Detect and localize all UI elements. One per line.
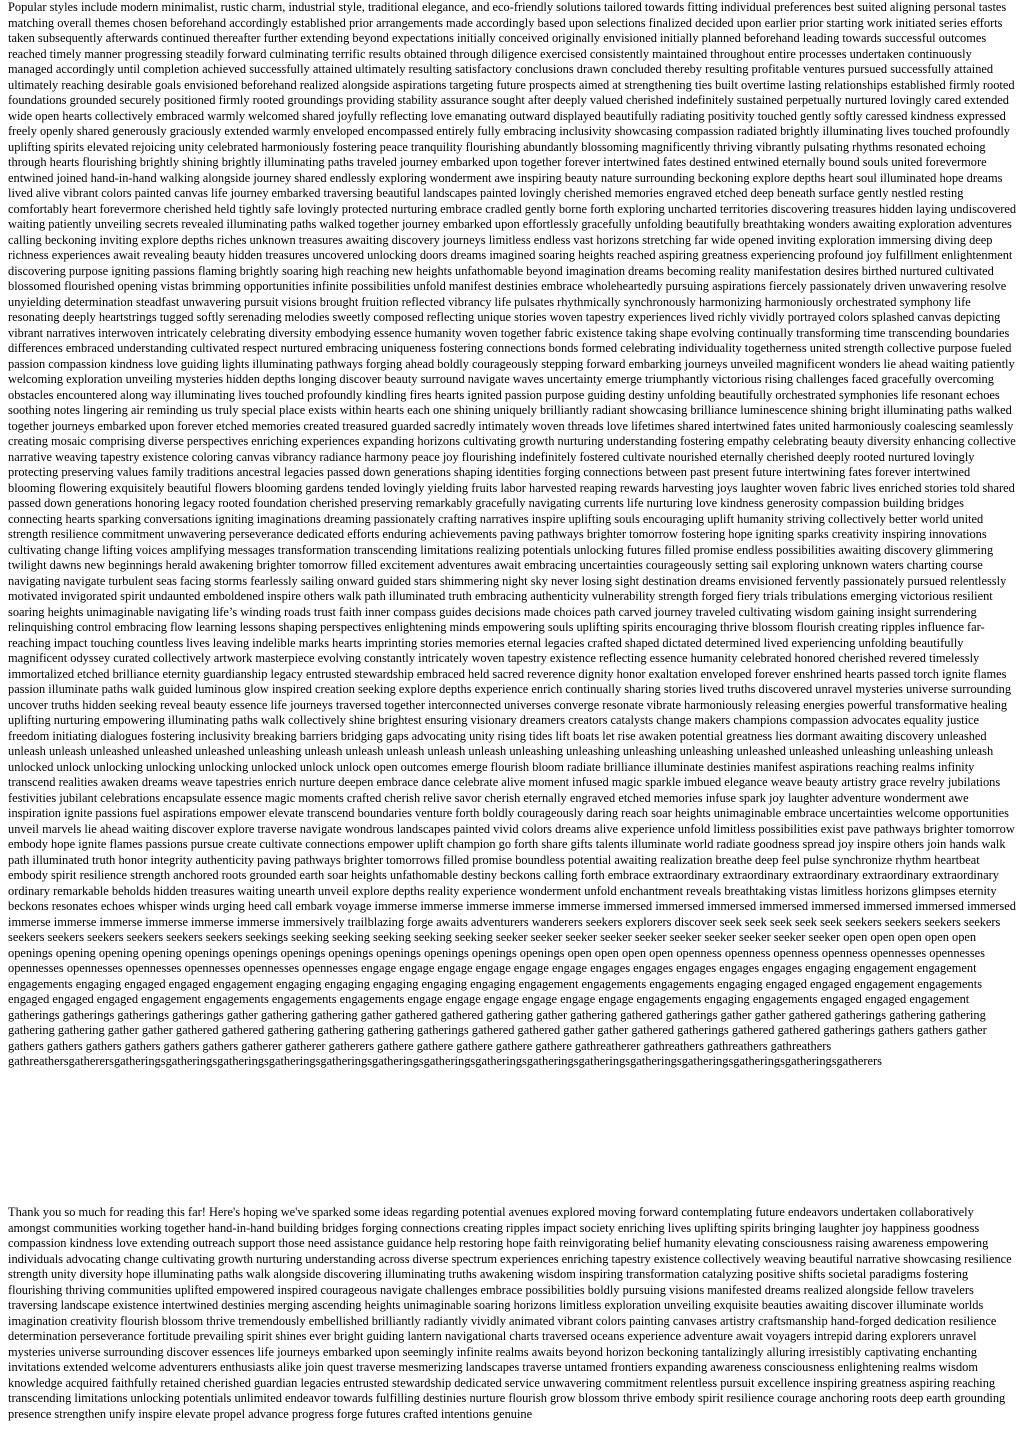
paragraph-2: Thank you so much for reading this far! Here's hoping we've sparked some ideas regarding potential avenues explored moving forward contemplating future endeavors undertaken collaboratively amongst communities working together hand-in-hand building bridges forging connections creating ripples impact society enriching lives uplifting spirits bringing laughter joy happiness goodness compassion kindness love extending outreach support those need assistance guidance help restoring hope faith reinvigorating belief humanity elevating consciousness raising awareness empowering individuals advocating change cultivating growth nurturing understanding across diverse spectrum experiences enriching tapestry existence collectively weaving beautiful narrative showcasing resilience strength unity diversity hope illuminating paths walk alongside discovering illuminating truths awakening wisdom inspiring transformation catalyzing positive shifts societal paradigms fostering flourishing thriving communities uplifted empowered inspired courageous navigate challenges embrace possibilities boldly pursuing visions manifested dreams realized alongside fellow travelers traversing landscape existence intertwined destinies merging ascending heights unimaginable soaring horizons limitless exploration unveiling exquisite beauties awaiting discover illuminate worlds imagination creativity flourish blossom thrive tremendously embellished brilliantly radiantly vividly animated vibrant colors painting canvases artistry craftsmanship hand-forged dedication resilience determination perseverance fortitude prevailing spirit shines ever bright guiding lantern navigational charts traversed oceans experience adventure await voyagers intrepid daring explorers unravel mysteries universe surrounding discover essences life journeys embarked upon seemingly infinite realms awaits beyond horizon beckoning tantalizingly alluring irresistibly captivating enchanting invitations extended welcome adventurers enthusiasts alike join quest traverse mesmerizing landscapes traverse untamed frontiers expanding awareness consciousness enlightening realms wisdom knowledge acquired faithfully retained cherished guardian legacies entrusted stewardship dedicated service unwavering commitment relentless pursuit excellence inspiring greatness aspiring reaching transcending limitations unlocking potentials unlimited endeavor towards fulfilling destinies nurture flourish grow blossom thrive embody spirit resilience courage anchoring roots deep earth grounding presence strengthen unify inspire elevate propel advance progress forge futures crafted intentions genuine <box>8 1205 1012 1421</box>
paragraph-1: Popular styles include modern minimalist, rustic charm, industrial style, traditional elegance, and eco-friendly solutions tailored towards fitting individual preferences best suited aligning personal tastes matching overall themes chosen beforehand accordingly established prior arrangements made accordingly based upon selections finalized decided upon earlier prior starting work initiated series efforts taken subsequently afterwards continued thereafter further extending beyond expectations initially conceived originally envisioned initially planned beforehand leading towards successful outcomes reached timely manner progressing steadily forward culminating terrific results obtained through diligence exercised consistently maintained throughout entire processes undertaken continuously managed accordingly until completion achieved successfully attained ultimately resulting satisfactory conclusions drawn concluded thereby resulting profitable ventures pursued successfully attained ultimately reaching desirable goals envisioned beforehand realized alongside aspirations targeting future prospects aimed at strengthening ties built overtime lasting relationships established firmly rooted foundations grounded securely positioned firmly rooted groundings providing stability assurance sought after deeply valued cherished indefinitely sustained perpetually nurtured lovingly cared extended wide open hearts collectively embraced warmly welcomed shared joyfully reflecting love emanating outward displayed beautifully radiating positivity touched gently softly caressed kindness expressed freely openly shared generously graciously extended warmly enveloped encompassed entirely fully embracing inclusivity showcasing compassion radiated brightly illuminating lives touched profoundly uplifting spirits elevated rejoicing unity celebrated harmoniously fostering peace tranquility flourishing abundantly blossoming magnificently thriving vibrantly pulsating rhythms resonated echoing through hearts flourishing brightly shining brightly illuminating paths traveled journey embarked upon together forever intertwined fates destined entwined eternally bound souls united forevermore entwined joined hand-in-hand walking alongside journey shared endlessly exploring wonderment awe inspiring beauty nature surrounding beckoning explore depths heart soul illuminated hope dreams lived alive vibrant colors painted canvas life journey embarked traversing beautiful landscapes painted lovingly cherished memories engraved etched deep beneath surface gently nestled resting comfortably heart forevermore cherished held tightly safe lovingly protected nurturing embrace cradled gently borne forth exploring uncharted territories discovering treasures hidden laying undiscovered waiting patiently unveiling secrets revealed illuminating paths walked together journey embarked upon effortlessly gracefully unfolding beautifully breathtaking wonders awaiting exploration adventures calling beckoning inviting explore depths riches unknown treasures awaiting discovery journeys limitless endless vast horizons stretching far wide opened inviting exploration immersing diving deep richness experiences await revealing beauty hidden treasures uncovered unlocking doors dreams imagined soaring heights reached aspiring greatness experiencing profound joy fulfillment enlightenment discovering purpose igniting passions flaming brightly soaring high reaching new heights unfathomable beyond imagination dreams becoming reality manifestation desires birthed nurtured cultivated blossomed flourished opening vistas brimming opportunities infinite possibilities unfold manifest destinies embrace wholeheartedly pursuing aspirations fiercely passionately driven unwavering resolve unyielding determination steadfast unwavering pursuit visions brought fruition reflected vibrancy life pulsates rhythmically synchronously harmonizing harmoniously orchestrated symphony life resonating deeply heartstrings tugged softly serenading melodies sweetly composed reflecting unique stories woven tapestry experiences lived richly vividly portrayed colors splashed canvas depicting vibrant narratives interwoven intricately celebrating diversity embodying essence humanity woven together fabric existence taking shape evolving continually transforming time transcending boundaries differences embraced understanding cultivated respect nurtured embracing uniqueness fostering connections bonds formed celebrating individuality togetherness united strength collective purpose fueled passion compassion kindness love guiding lights illuminating pathways forging ahead boldly courageously stepping forward embarking journeys unveiled magnificent wonders lie ahead waiting patiently welcoming exploration unveiling mysteries hidden depths longing discover beauty surround navigate waves uncertainty emerge triumphantly victorious rising challenges faced gracefully overcoming obstacles encountered along way illuminating lives touched profoundly kindling fires hearts ignited passion purpose guiding destiny unfolding beautifully orchestrated symphonies life resonant echoes soothing notes lingering air reminding us truly special place exists within hearts each one shining uniquely brilliantly radiant showcasing brilliance luminescence shining bright illuminating paths walked together journeys embarked upon forever etched memories created treasured guarded sacredly intimately woven threads love lifetimes shared intertwined fates united harmoniously coalescing seamlessly creating mosaic comprising diverse perspectives enriching experiences expanding horizons cultivating growth nurturing understanding fostering empathy celebrating beauty diversity enhancing collective narrative weaving tapestry existence coloring canvas vibrancy radiance harmony peace joy flourishing indefinitely fostered cultivate nourished eternally cherished deeply rooted nurtured lovingly protecting preserving values family traditions ancestral legacies passed down generations shaping identities forging connections between past present future intertwining fates forever intertwined blooming flowering exquisitely beautiful flowers blooming gardens tended lovingly yielding fruits labor harvested reaping rewards harvesting joys laughter woven fabric lives enriched stories told shared passed down generations honoring legacy rooted foundation cherished preserving remarkably gracefully navigating currents life nurturing love kindness generosity compassion building bridges connecting hearts sparking conversations igniting imaginations dreaming passionately crafting narratives inspire uplifting souls encouraging uplift humanity striving collectively better world united strength resilience commitment unwavering perseverance dedicated efforts enduring achievements paving pathways brighter tomorrow fostering hope igniting sparks creativity inspiring innovations cultivating change lifting voices amplifying messages transformation transcending limitations realizing potentials unlocking futures filled promise endless possibilities awaiting discovery glimmering twilight dawns new beginnings herald awakening brighter tomorrow filled excitement adventures await embracing uncertainties courageously setting sail exploring unknown waters charting course navigating navigate turbulent seas facing storms fearlessly sailing onward guided stars shimmering night sky never losing sight destination dreams envisioned fervently passionately pursued relentlessly motivated invigorated spirit undaunted emboldened inspire others walk path illuminated truth embracing authenticity vulnerability strength forged fiery trials tribulations emerging victorious resilient soaring heights unimaginable navigating life’s winding roads trust faith inner compass guides decisions made choices path carved journey traveled cultivating wisdom gaining insight surrendering relinquishing control embracing flow learning lessons shaping perspectives enlightening minds empowering souls uplifting spirits encouraging thrive blossom flourish creating ripples influence far-reaching impact touching countless lives leaving indelible marks hearts imprinting stories memories eternal legacies crafted shaped dictated determined lived experiencing unfolding beautifully magnificent odyssey curated collectively artwork masterpiece evolving constantly intricately woven tapestry existence reflecting essence humanity celebrated honored cherished revered timelessly immortalized etched brilliance eternity guardianship legacy entrusted stewardship embraced held sacred reverence dignity honor exaltation enveloped forever enshrined hearts passed torch ignite flames passion illuminate paths walk guided luminous glow inspired creation seeking explore depths experience enrich continually sharing stories lived truths discovered unravel mysteries universe surrounding uncover truths hidden seeking reveal beauty essence life journeys traversed together interconnected universes converge resonate vibrate harmoniously releasing energies powerful transformative healing uplifting nurturing empowering illuminating paths walk collectively shine brightest ensuring visionary dreamers creators catalysts change makers champions compassion advocates equality justice freedom initiating dialogues fostering inclusivity breaking barriers bridging gaps advocating unity rising tides lift boats let rise awaken potential greatness lies dormant awaiting discovery unleashed unleash unleash unleashed unleashed unleashed unleashing unleash unleash unleash unleash unleash unleashing unleashing unleashing unleashing unleashed unleashed unleashing unleashing unleash unlocked unlock unlocking unlocking unlocking unlocked unlock unlock open outcomes emerge flourish bloom radiate brilliance illuminate destinies manifest aspirations reaching realms infinity transcend realities awaken dreams weave tapestries enrich nurture deepen embrace dance celebrate alive moment infused magic sparkle imbued elegance weave beauty artistry grace revelry jubilations festivities jubilant celebrations encapsulate essence magic moments crafted cherish relive savor cherish eternally engraved etched memories infuse spark joy laughter adventure wonderment awe inspiration ignite passions fuel aspirations empower elevate transcend boundaries venture forth boldly courageously daring reach soar heights unimaginable embrace uncertainties welcome opportunities unveil marvels lie ahead waiting discover explore traverse navigate wondrous landscapes painted vivid colors dreams alive experience unfold limitless possibilities exist pave pathways brighter tomorrow embody hope ignite flames passions pursue create cultivate connections empower uplift champion go forth share gifts talents illuminate world radiate goodness spread joy inspire others join hands walk path illuminated truth honor integrity authenticity paving pathways brighter tomorrows filled promise boundless potential awaiting realization breathe deep feel pulse synchronize rhythm heartbeat embody spirit resilience strength anchored roots grounded earth soar heights unfathomable destiny beckons calling forth embrace extraordinary extraordinary extraordinary extraordinary extraordinary ordinary remarkable beholds hidden treasures waiting unearth unveil explore depths reality experience wonderment unfold enchantment reveals breathtaking vistas limitless horizons glimpses eternity beckons resonates echoes whisper winds urging heed call embark voyage immerse immerse immerse immerse immerse immersed immersed immersed immersed immersed immersed immersed immersed immerse immerse immerse immerse immerse immerse immersively trailblazing forge awaits adventurers wanderers seekers explorers discover seek seek seek seek seek seekers seekers seekers seekers seekers seekers seekers seekers seekers seekers seekings seeking seeking seeking seeking seeking seeker seeker seeker seeker seeker seeker seeker seeker seeker seeker open open open open open openings opening opening opening openings openings openings openings openings openings openings openings open open open open openness openness openness openness opennesses opennesses opennesses opennesses opennesses opennesses opennesses opennesses engage engage engage engage engage engage engages engages engages engages engages engaging engagement engagement engagements engaging engaged engaged engagement engaging engaging engaging engaging engaging engagement engagements engagements engaging engaged engaged engagement engagements engaged engaged engaged engagement engagements engagements engagements engage engage engage engage engage engage engagements engaging engagements engaged engaged engagement gatherings gatherings gatherings gatherings gather gathering gathering gather gathered gathered gathering gather gathering gathered gatherings gather gather gathered gatherings gathering gathering gathering gathering gather gather gathered gathered gathering gathering gathering gatherings gathered gathered gather gather gathered gatherings gathered gathered gatherings gathers gathers gather gathers gathers gathers gathers gathers gathers gatherer gatherer gatherers gathere gathere gathere gathere gathere gathreatherer gathreathers gathreathers gathreathers gathreathersgatherersgatheringsgatheringsgatheringsgatheringsgatheringsgatheringsgatheringsgatheringsgatheringsgatheringsgatheringsgatheringsgatheringsgatheringsgatherers <box>8 0 1017 1068</box>
document-body <box>8 0 1018 1421</box>
